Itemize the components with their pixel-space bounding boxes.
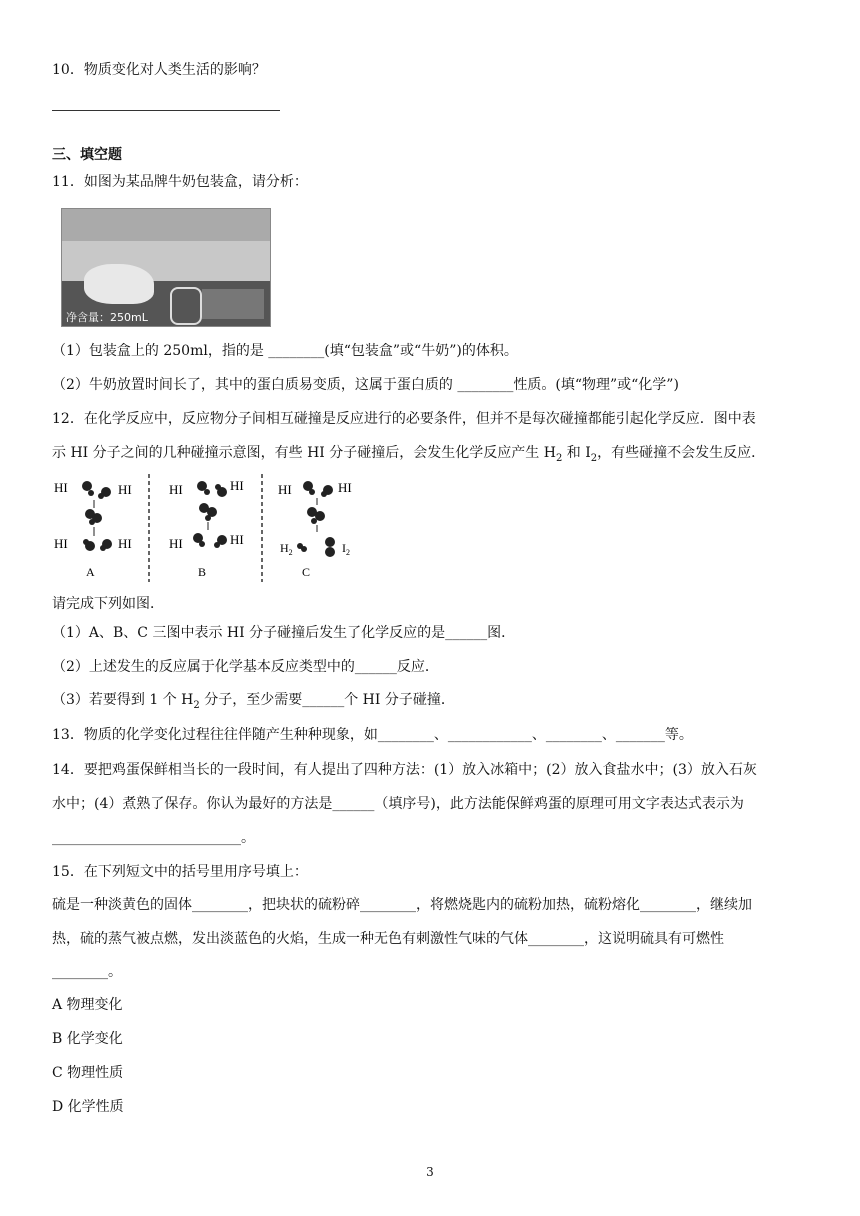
hi-label: HI — [54, 480, 68, 495]
question-12-line1: 12．在化学反应中，反应物分子间相互碰撞是反应进行的必要条件，但并不是每次碰撞都能引起化学反应．图中表 — [52, 411, 756, 427]
question-15-line3: ________。 — [52, 964, 122, 980]
question-14-line2: 水中；(4）煮熟了保存。你认为最好的方法是______（填序号)，此方法能保鲜鸡蛋的原理可用文字表达式表示为 — [52, 796, 744, 812]
question-14-line1: 14．要把鸡蛋保鲜相当长的一段时间，有人提出了四种方法：(1）放入冰箱中；(2）放入食盐水中；(3）放入石灰 — [52, 762, 757, 778]
hi-label: HI — [230, 478, 244, 493]
h2-label: $H_2$ — [280, 541, 293, 557]
hi-label: HI — [169, 482, 183, 497]
question-11-sub2: （2）牛奶放置时间长了，其中的蛋白质易变质，这属于蛋白质的 ________性质。(填“物理”或“化学”) — [52, 377, 679, 393]
question-11-sub1: （1）包装盒上的 250ml，指的是 ________(填“包装盒”或“牛奶”)的体积。 — [52, 343, 518, 359]
question-15-line2: 热，硫的蒸气被点燃，发出淡蓝色的火焰，生成一种无色有刺激性气味的气体________，这说明硫具有可燃性 — [52, 931, 724, 947]
option-c: C 物理性质 — [52, 1065, 124, 1081]
hi-label: HI — [169, 536, 183, 551]
hi-label: HI — [118, 482, 132, 497]
milk-volume-label: 净含量：250mL — [66, 311, 148, 324]
question-12-line2: 示 HI 分子之间的几种碰撞示意图，有些 HI 分子碰撞后，会发生化学反应产生 $H_2$ 和 $I_2$，有些碰撞不会发生反应． — [52, 445, 766, 464]
milk-box-image — [61, 208, 271, 327]
question-10: 10．物质变化对人类生活的影响？ — [52, 62, 266, 78]
panel-a-label: A — [86, 565, 95, 579]
i2-label: $I_2$ — [342, 541, 350, 557]
question-12-instruction: 请完成下列如图． — [52, 596, 164, 612]
hi-collision-diagram — [52, 472, 372, 588]
question-12-sub3: （3）若要得到 1 个 $H_2$ 分子，至少需要______个 HI 分子碰撞． — [52, 692, 455, 711]
answer-line — [52, 110, 280, 111]
question-11-stem: 11．如图为某品牌牛奶包装盒，请分析： — [52, 174, 308, 190]
option-d: D 化学性质 — [52, 1099, 124, 1115]
panel-b-label: B — [198, 565, 207, 579]
question-15-stem: 15．在下列短文中的括号里用序号填上： — [52, 864, 308, 880]
option-b: B 化学变化 — [52, 1031, 123, 1047]
question-12-sub2: （2）上述发生的反应属于化学基本反应类型中的______反应． — [52, 659, 439, 675]
question-15-line1: 硫是一种淡黄色的固体________，把块状的硫粉碎________，将燃烧匙内的硫粉加热，硫粉熔化________，继续加 — [52, 897, 752, 913]
page-number: 3 — [426, 1165, 434, 1179]
question-13: 13．物质的化学变化过程往往伴随产生种种现象，如________、____________、________、_______等。 — [52, 727, 693, 743]
hi-label: HI — [54, 536, 68, 551]
hi-label: HI — [278, 482, 292, 497]
hi-label: HI — [118, 536, 132, 551]
question-14-line3: ___________________________。 — [52, 830, 255, 846]
option-a: A 物理变化 — [52, 997, 123, 1013]
hi-label: HI — [338, 480, 352, 495]
hi-label: HI — [230, 532, 244, 547]
panel-c-label: C — [302, 565, 311, 579]
section-title: 三、填空题 — [52, 147, 122, 163]
question-12-sub1: （1）A、B、C 三图中表示 HI 分子碰撞后发生了化学反应的是______图． — [52, 625, 516, 641]
